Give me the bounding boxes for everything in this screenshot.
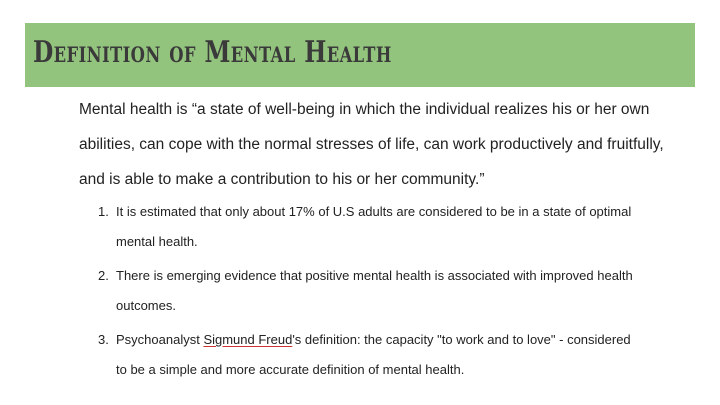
list-item	[98, 261, 643, 321]
list-item-number: 1.	[98, 204, 109, 219]
intro-paragraph: Mental health is “a state of well-being in which the individual realizes his or her own abilities, can cope with the normal stresses of life, can work productively and fruitfully, and is able to make a contribution to his or her community.”	[79, 101, 664, 188]
title-bar	[25, 23, 695, 87]
list-item-text: It is estimated that only about 17% of U.S adults are considered to be in a state of optimal mental health.	[116, 204, 632, 249]
list-item-number: 3.	[98, 332, 109, 347]
list-item	[98, 325, 643, 385]
list-item-text-after: 's definition: the capacity "to work and to love" - considered to be a simple and more accurate definition of mental health.	[116, 332, 631, 377]
list-item	[98, 197, 643, 257]
list-item-text: There is emerging evidence that positive mental health is associated with improved health outcomes.	[116, 268, 633, 313]
list-item-number: 2.	[98, 268, 109, 283]
slide-title: Definition of Mental Health	[33, 35, 392, 70]
sigmund-freud-link[interactable]: Sigmund Freud	[203, 332, 293, 347]
list-item-text-before: Psychoanalyst	[116, 332, 204, 347]
numbered-list	[98, 197, 643, 389]
